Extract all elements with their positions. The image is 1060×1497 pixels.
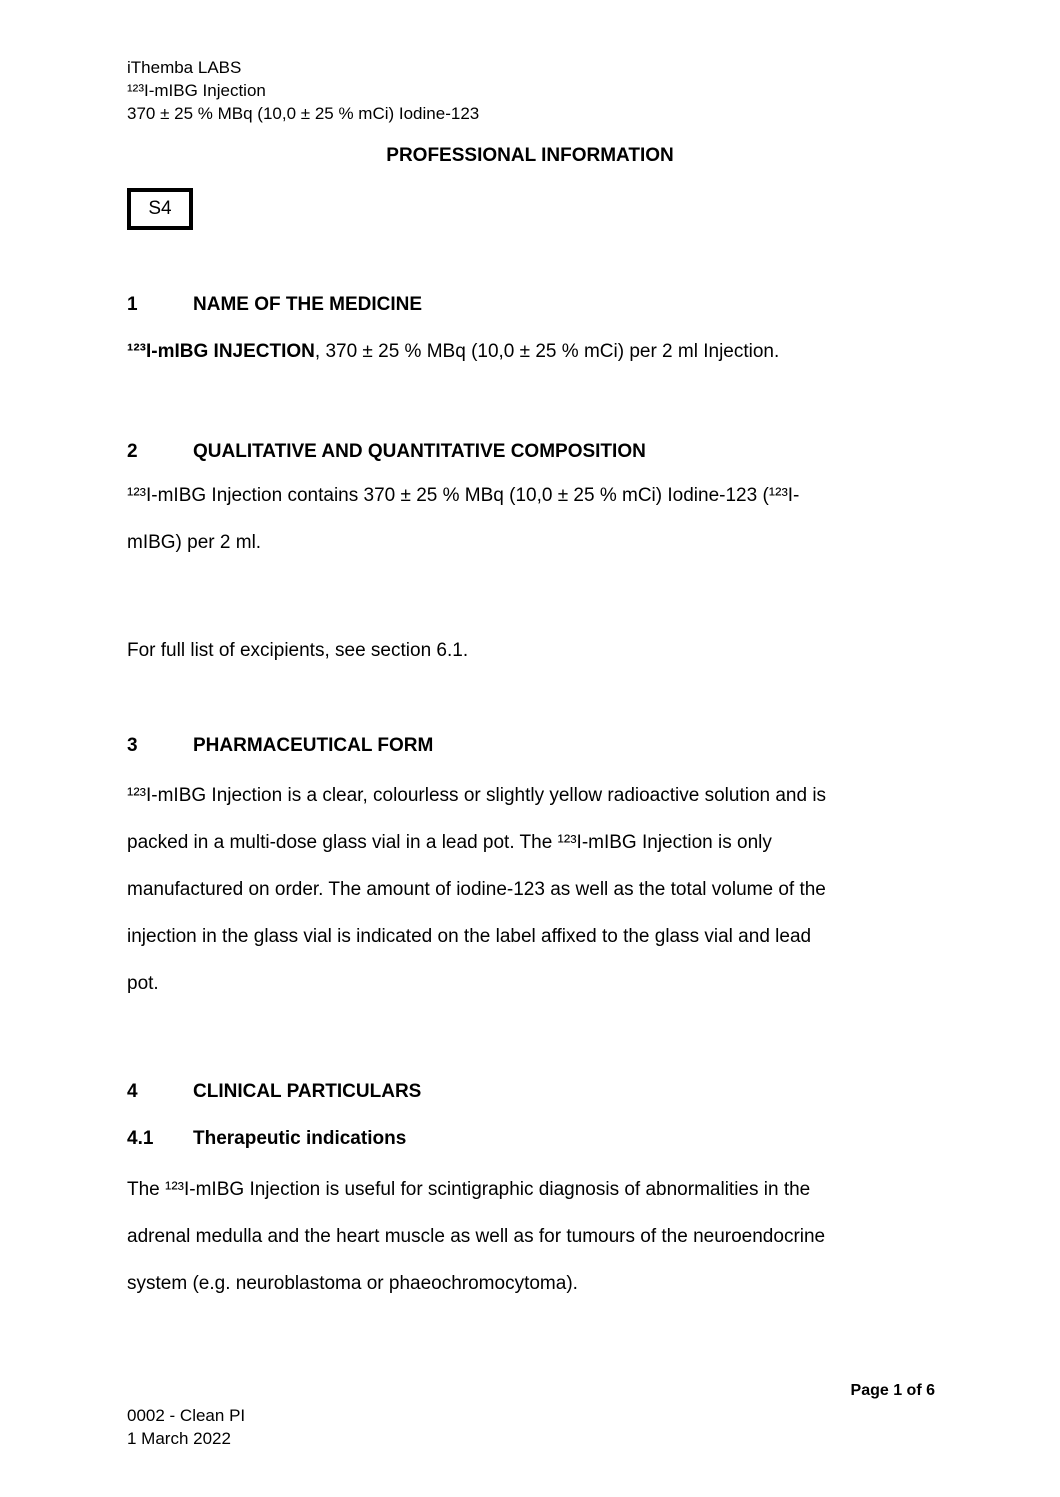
page-footer [127,1404,245,1450]
section-3-body [127,772,913,1007]
footer-date: 1 March 2022 [127,1429,231,1448]
section-3-body-line: injection in the glass vial is indicated on the label affixed to the glass vial and lead [127,926,812,947]
section-4-1-body-line: The ¹²³I-mIBG Injection is useful for scintigraphic diagnosis of abnormalities in the [127,1179,811,1200]
schedule-label: S4 [148,198,172,219]
section-3-number: 3 [127,735,138,756]
section-4-number: 4 [127,1081,138,1102]
page-number: Page 1 of 6 [850,1382,935,1399]
section-3-body-line: ¹²³I-mIBG Injection is a clear, colourless or slightly yellow radioactive solution and is [127,785,827,806]
section-2-body-line: ¹²³I-mIBG Injection contains 370 ± 25 % MBq (10,0 ± 25 % mCi) Iodine-123 (¹²³I- [127,485,800,506]
footer-doc-ref: 0002 - Clean PI [127,1406,246,1425]
page-header [127,56,913,125]
section-3-heading [127,735,913,757]
section-3-body-line: pot. [127,973,159,994]
section-1-body [127,328,913,375]
header-strength: 370 ± 25 % MBq (10,0 ± 25 % mCi) Iodine-123 [127,104,480,123]
section-4-1-body [127,1166,913,1307]
section-4-heading [127,1081,913,1103]
section-1-heading [127,294,913,316]
section-4-1-number: 4.1 [127,1128,154,1149]
excipients-note [127,627,913,674]
excipients-note-line: For full list of excipients, see section 6.1. [127,640,469,661]
section-2-body-line: mIBG) per 2 ml. [127,532,262,553]
section-4-1-body-line: adrenal medulla and the heart muscle as well as for tumours of the neuroendocrine [127,1226,826,1247]
section-1-body-line [127,328,913,375]
section-3-title: PHARMACEUTICAL FORM [193,735,434,756]
section-3-body-line: manufactured on order. The amount of iodine-123 as well as the total volume of the [127,879,826,900]
section-4-1-title: Therapeutic indications [193,1128,407,1149]
section-2-body [127,472,913,566]
document-title: PROFESSIONAL INFORMATION [386,145,674,166]
section-1-title: NAME OF THE MEDICINE [193,294,423,315]
section-4-title: CLINICAL PARTICULARS [193,1081,422,1102]
medicine-name-bold: ¹²³I-mIBG INJECTION [127,341,315,362]
medicine-name-rest: , 370 ± 25 % MBq (10,0 ± 25 % mCi) per 2 ml Injection. [314,341,780,362]
section-1-number: 1 [127,294,138,315]
section-2-number: 2 [127,441,138,462]
schedule-box [127,188,193,230]
section-3-body-line: packed in a multi-dose glass vial in a lead pot. The ¹²³I-mIBG Injection is only [127,832,772,853]
header-company: iThemba LABS [127,58,242,77]
section-2-heading [127,441,913,463]
section-4-1-body-line: system (e.g. neuroblastoma or phaeochromocytoma). [127,1273,578,1294]
header-product: ¹²³I-mIBG Injection [127,81,266,100]
section-2-title: QUALITATIVE AND QUANTITATIVE COMPOSITION [193,441,646,462]
section-4-1-heading [127,1128,913,1150]
